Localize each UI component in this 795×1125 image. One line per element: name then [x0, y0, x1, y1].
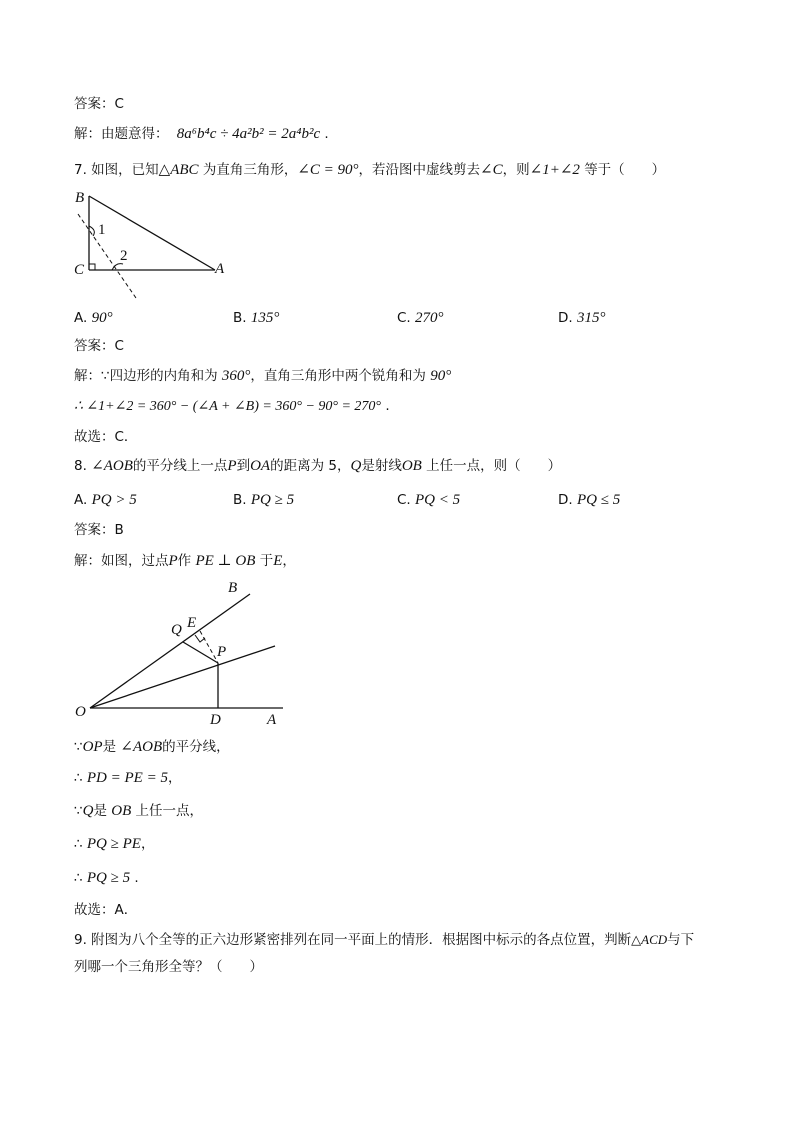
q7-option-c [397, 308, 444, 328]
q8-sol-e: E [273, 553, 283, 569]
q8-s3-c: 上任一点， [135, 803, 204, 819]
q7-sol2-end: . [385, 398, 390, 414]
q8-s2-a: ∴ [74, 770, 83, 786]
q8-sol-b: 作 [177, 553, 192, 569]
q8-bisector-op [90, 646, 275, 708]
q8-step-2 [74, 768, 181, 788]
q7-option-a [74, 308, 113, 328]
q7-solution-2 [74, 396, 390, 417]
q8-s3-a: ∵ [74, 803, 83, 819]
q8-option-a-letter: A. [74, 492, 88, 508]
q7-label-b: B [75, 190, 85, 206]
q7-sol1-m2: 90° [430, 368, 452, 384]
q7-choice: 故选：C． [74, 429, 138, 445]
q8-option-c-value: PQ < 5 [415, 492, 461, 508]
q8-s1-a: ∵ [74, 739, 83, 755]
q7-sol1-b: ，直角三角形中两个锐角和为 [250, 368, 426, 384]
q7-option-d [558, 308, 605, 328]
q7-stem-m4: ∠1+∠2 [529, 162, 580, 178]
q8-choice: 故选：A． [74, 902, 138, 918]
q7-option-a-value: 90° [91, 310, 113, 326]
q6-solution [74, 124, 329, 144]
q7-sol2-math: ∴ ∠1+∠2 = 360° − (∠A + ∠B) = 360° − 90° = 270° [74, 399, 382, 414]
q8-sol-m: PE ⊥ OB [195, 553, 256, 569]
q8-stem-b: 的平分线上一点 [132, 458, 228, 474]
q8-s2-m: PD = PE = 5 [86, 770, 168, 786]
q8-s3-b: 是 [93, 803, 107, 819]
q8-option-d-value: PQ ≤ 5 [576, 492, 621, 508]
q8-figure [70, 574, 290, 732]
q7-label-2: 2 [120, 248, 128, 264]
q8-option-c-letter: C. [397, 492, 411, 508]
q8-answer: 答案：B [74, 522, 124, 538]
q8-stem-m3: OB [401, 458, 422, 474]
q8-s1-m: OP [82, 739, 103, 755]
q8-sol-c: 于 [259, 553, 274, 569]
q7-stem-a: 7. 如图，已知 [74, 162, 159, 178]
q7-stem-d: ，则 [502, 162, 530, 178]
q7-stem-e: 等于（ ） [584, 162, 666, 178]
q8-s5-b: . [134, 870, 139, 886]
q7-option-c-value: 270° [415, 310, 444, 326]
q8-label-d: D [210, 712, 221, 728]
q8-sol-d: ， [282, 553, 296, 569]
q7-sol1-m: 360° [221, 368, 251, 384]
q8-solution-intro [74, 551, 296, 571]
q6-answer: 答案：C [74, 96, 124, 112]
q9-stem-line1 [74, 930, 694, 950]
q8-s4-b: ， [140, 836, 155, 852]
q7-option-a-letter: A. [74, 310, 88, 326]
q8-right-angle-mark [195, 635, 205, 642]
q8-s1-b: 是 [102, 739, 117, 755]
q8-option-a-value: PQ > 5 [91, 492, 137, 508]
q7-stem-m2: ∠C = 90° [297, 162, 359, 178]
q8-s3-q: Q [82, 803, 94, 819]
q8-label-p: P [217, 644, 227, 660]
q8-option-b-value: PQ ≥ 5 [250, 492, 295, 508]
q8-s4-a: ∴ [74, 836, 83, 852]
q6-solution-math: 8a⁶b⁴c ÷ 4a²b² = 2a⁴b²c [176, 126, 321, 142]
q8-stem-f: 上任一点，则（ ） [426, 458, 562, 474]
q7-option-c-letter: C. [397, 310, 411, 326]
q7-answer: 答案：C [74, 338, 124, 354]
q7-option-b-letter: B. [233, 310, 247, 326]
q7-stem-c: ，若沿图中虚线剪去 [358, 162, 481, 178]
q8-step-5 [74, 868, 139, 888]
q8-option-b [233, 490, 294, 510]
q8-s1-m2: ∠AOB [120, 739, 163, 755]
q8-s5-a: ∴ [74, 870, 83, 886]
q8-option-c [397, 490, 460, 510]
q7-label-a: A [215, 261, 225, 277]
q7-right-angle-mark [89, 264, 95, 270]
q8-label-e: E [187, 615, 197, 631]
q9-line1-m: △ACD [631, 932, 668, 947]
q8-segment-qp [183, 642, 218, 663]
q7-stem-b: 为直角三角形， [202, 162, 298, 178]
q8-stem-d: 的距离为 5， [270, 458, 351, 474]
q7-side-ab [89, 196, 215, 270]
q8-option-a [74, 490, 137, 510]
q7-angle2-arc [112, 264, 123, 270]
q6-solution-end: . [324, 126, 329, 142]
q8-option-b-letter: B. [233, 492, 247, 508]
q8-step-4 [74, 834, 154, 854]
q7-option-b-value: 135° [250, 310, 280, 326]
q9-line1-b: 与下 [667, 932, 695, 948]
q8-option-d [558, 490, 620, 510]
q8-stem-m2: OA [250, 458, 271, 474]
q8-stem-c: 到 [236, 458, 251, 474]
q7-option-d-value: 315° [576, 310, 606, 326]
q8-label-q: Q [171, 622, 182, 638]
q7-stem-m3: ∠C [480, 162, 503, 178]
q8-option-d-letter: D. [558, 492, 573, 508]
q8-s1-c: 的平分线， [162, 739, 230, 755]
q7-option-d-letter: D. [558, 310, 573, 326]
q8-label-b: B [228, 580, 238, 596]
q7-label-1: 1 [98, 222, 106, 238]
q7-stem [74, 160, 665, 180]
q8-label-o: O [75, 704, 86, 720]
q8-s4-m: PQ ≥ PE [86, 836, 141, 852]
q8-s2-b: ， [167, 770, 182, 786]
q9-stem-line2: 列哪一个三角形全等？（ ） [74, 959, 263, 975]
q8-sol-a: 解：如图，过点 [74, 553, 169, 569]
q8-step-1 [74, 737, 230, 757]
q6-solution-prefix: 解：由题意得： [74, 126, 169, 142]
q7-option-b [233, 308, 279, 328]
q8-sol-p: P [168, 553, 178, 569]
q7-stem-m1: △ABC [158, 162, 199, 178]
q8-label-a: A [267, 712, 277, 728]
q8-step-3 [74, 801, 203, 821]
q7-figure [70, 188, 225, 300]
q8-s3-m: OB [111, 803, 132, 819]
q7-sol1-a: 解：∵四边形的内角和为 [74, 368, 218, 384]
q8-stem-p: P [227, 458, 237, 474]
q7-solution-1 [74, 366, 451, 386]
q7-label-c: C [74, 262, 85, 278]
q8-stem-e: 是射线 [361, 458, 402, 474]
q8-stem [74, 456, 561, 476]
q9-line1-a: 9. 附图为八个全等的正六边形紧密排列在同一平面上的情形．根据图中标示的各点位置，判断 [74, 932, 632, 948]
q8-stem-m1: ∠AOB [91, 458, 133, 474]
q8-stem-q: Q [350, 458, 362, 474]
q8-s5-m: PQ ≥ 5 [86, 870, 131, 886]
q8-stem-a: 8. [74, 458, 87, 474]
